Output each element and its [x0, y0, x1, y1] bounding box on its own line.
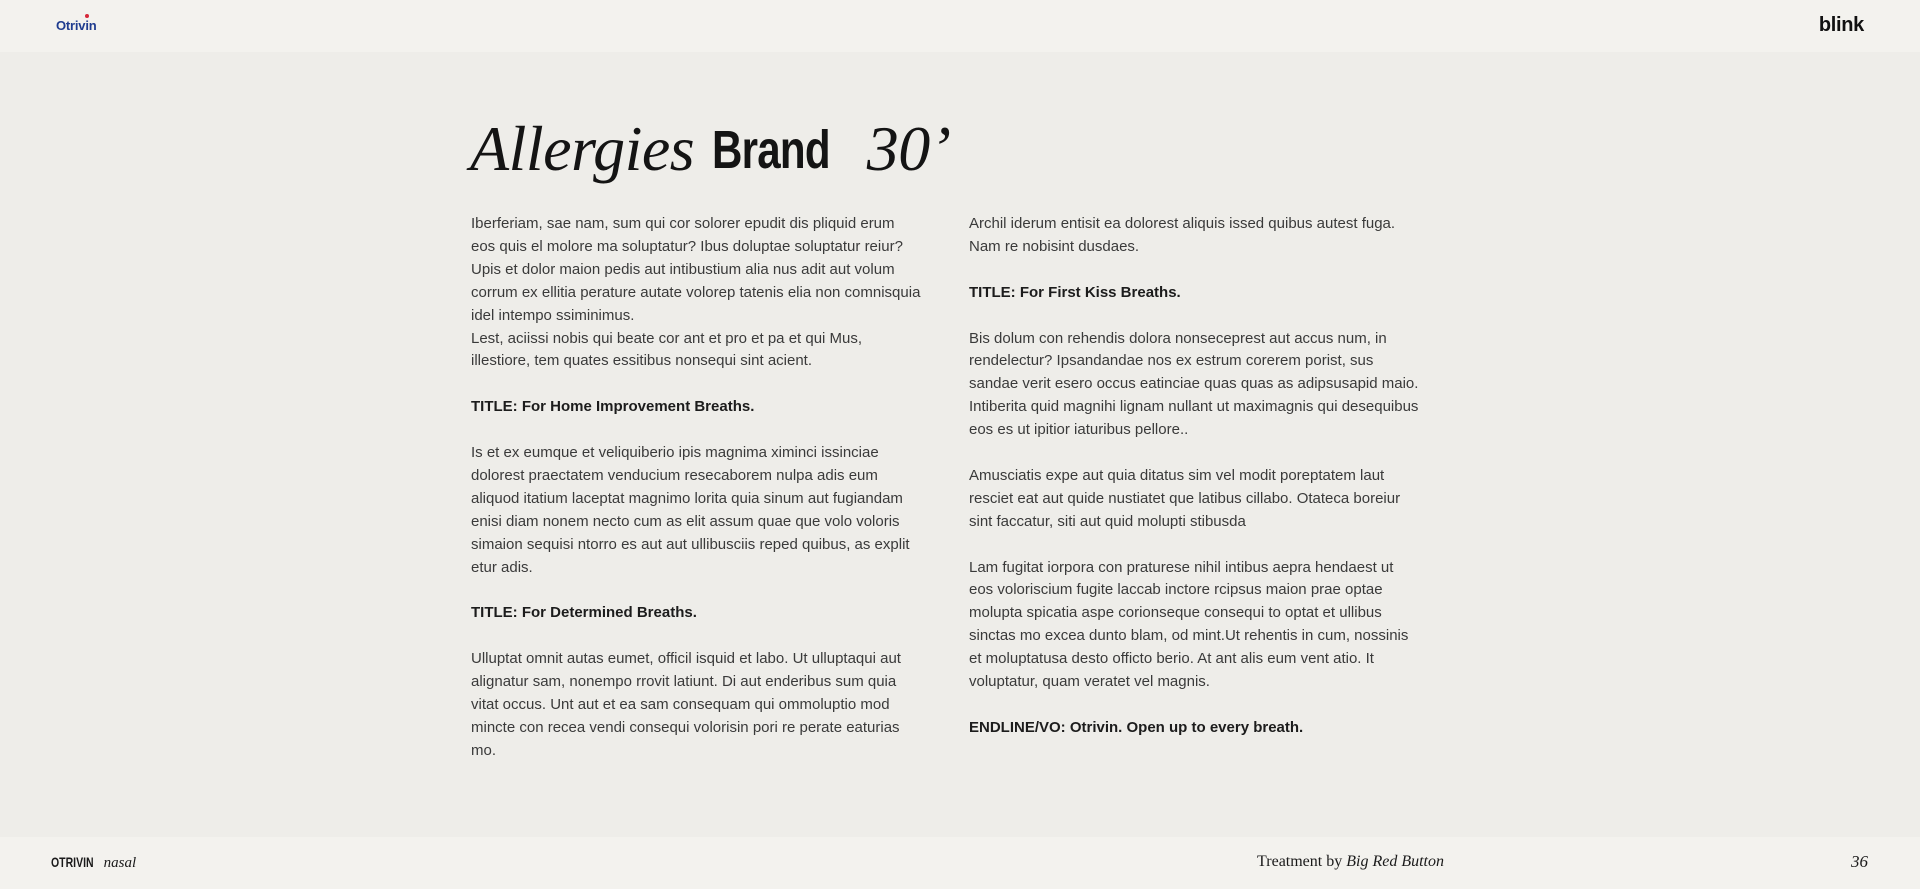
page-headline: [470, 113, 951, 184]
headline-duration: 30’: [866, 113, 951, 184]
otrivin-logo: [56, 18, 97, 33]
logo-dot-icon: [85, 14, 89, 18]
body-paragraph: Archil iderum entisit ea dolorest aliquis issed quibus autest fuga. Nam re nobisint dusdaes.: [969, 215, 1396, 255]
blink-logo: blink: [1818, 14, 1864, 36]
section-title: TITLE: For Home Improvement Breaths.: [471, 398, 755, 416]
credit-prefix: Treatment by: [1257, 853, 1343, 870]
footer-bar: [0, 837, 1920, 889]
headline-italic-word: Allergies: [470, 113, 695, 184]
body-paragraph: Iberferiam, sae nam, sum qui cor solorer epudit dis pliquid erum eos quis el molore ma soluptatur? Ibus doluptae soluptatur reiur? Upis et dolor maion pedis aut intibustium alia nus adit aut volum corrum ex ellitia perature autate volorep tatenis elia non comnisquia idel intempo ssiminimus.: [471, 215, 921, 324]
credit-name: Big Red Button: [1346, 853, 1444, 870]
otrivin-logo-text: Otrivin: [56, 18, 97, 33]
footer-credit: [1257, 853, 1444, 871]
left-column: [471, 213, 921, 786]
page-number: 36: [1851, 852, 1868, 871]
footer-brand-descriptor: nasal: [103, 855, 137, 871]
right-column: [969, 213, 1419, 763]
footer-brand: [51, 854, 136, 872]
section-title: TITLE: For Determined Breaths.: [471, 604, 697, 622]
footer-brand-name: OTRIVIN: [51, 854, 94, 870]
section-title: TITLE: For First Kiss Breaths.: [969, 283, 1181, 301]
body-paragraph: Amusciatis expe aut quia ditatus sim vel modit poreptatem laut resciet eat aut quide nustiatet que latibus cillabo. Otateca boreiur sint faccatur, siti aut quid molupti stibusda: [969, 466, 1401, 530]
headline-bold-word: Brand: [711, 120, 830, 180]
body-paragraph: Lam fugitat iorpora con praturese nihil intibus aepra hendaest ut eos voloriscium fugite laccab inctore rcipsus maion prae optae molupta spicatia aspe corionseque consequi to optat et ullibus sinctas mo excea dunto blam, od mint.Ut rehentis in cum, nossinis et moluptatusa desto officto berio. At ant alis eum vent atio. It voluptatur, quam veratet vel magnis.: [969, 558, 1409, 691]
body-paragraph: Bis dolum con rehendis dolora nonseceprest aut accus num, in rendelectur? Ipsandandae nos ex estrum corerem porist, sus sandae verit esero occus eatinciae quas quas as adipsusapid maio. Intiberita quid magnihi lignam nullant ut maximagnis qui desequibus eos es ut ipitior iaturibus pellore..: [969, 329, 1419, 439]
top-bar: [0, 0, 1920, 52]
body-paragraph: Is et ex eumque et veliquiberio ipis magnima ximinci issinciae dolorest praectatem venducium resecaborem nulpa adis eum aliquod itatium laceptat magnimo lorita quia sinum aut fugiandam enisi diam nonem necto cum as elit assum quae que volo voloris simaion sequisi ntorro es aut aut ullibusciis reped quibus, as explit etur adis.: [471, 444, 910, 576]
body-paragraph: Ulluptat omnit autas eumet, officil isquid et labo. Ut ulluptaqui aut alignatur sam, nonempo rrovit latiunt. Di aut enderibus sum quia vitat occus. Unt aut et ea sam consequam qui ommoluptio mod mincte con recea vendi consequi volorisin pori re perate eaturias mo.: [471, 650, 901, 759]
endline-title: ENDLINE/VO: Otrivin. Open up to every breath.: [969, 718, 1304, 736]
body-paragraph: Lest, aciissi nobis qui beate cor ant et pro et pa et qui Mus, illestiore, tem quates essitibus nonsequi sint acient.: [471, 329, 863, 370]
